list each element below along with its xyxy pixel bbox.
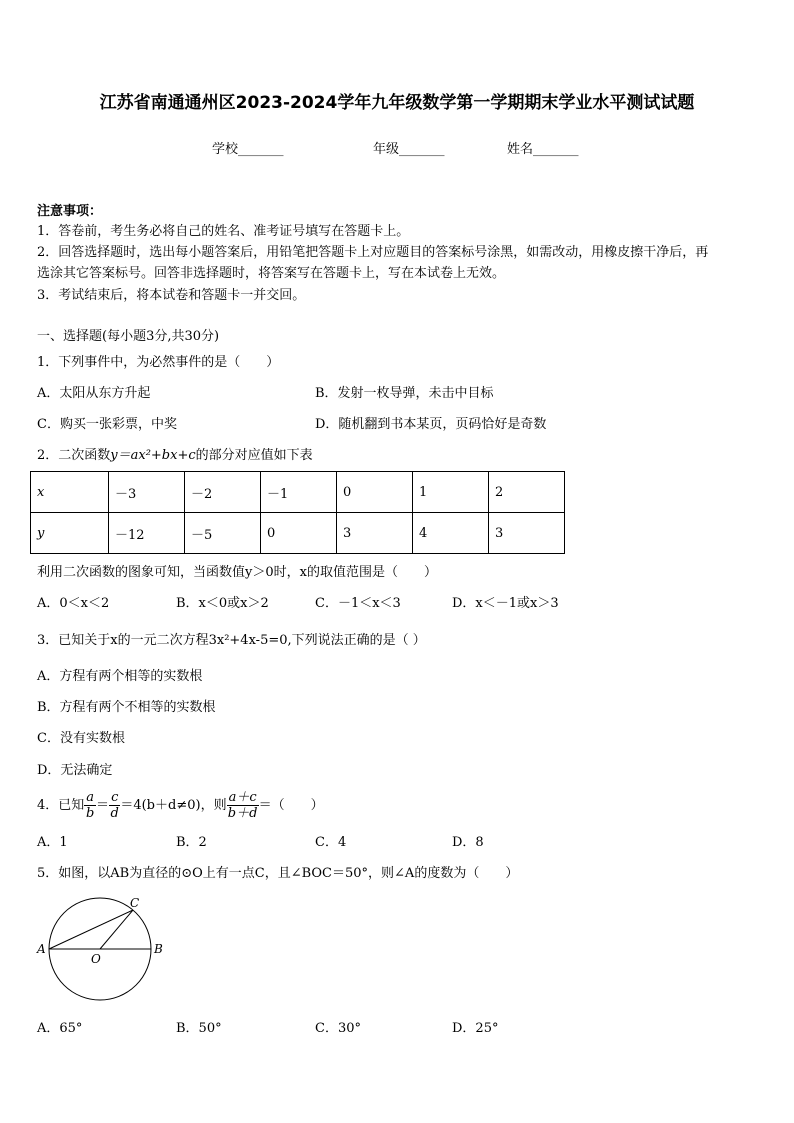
table-cell: x [31, 472, 109, 513]
q2-stem-post: 的部分对应值如下表 [195, 448, 313, 463]
label-o: O [91, 952, 101, 966]
q2-option-b: B．x＜0或x＞2 [176, 596, 269, 611]
q2-stem [37, 448, 313, 464]
table-cell: 0 [261, 513, 337, 554]
q2-stem-pre: 2．二次函数 [37, 448, 111, 463]
q4-stem [37, 788, 324, 824]
q5-option-b: B．50° [176, 1021, 222, 1036]
table-cell: 2 [489, 472, 565, 513]
notice-item: 1．答卷前，考生务必将自己的姓名、准考证号填写在答题卡上。 [37, 224, 410, 239]
q1-option-b: B．发射一枚导弹，未击中目标 [315, 386, 494, 401]
q5-stem: 5．如图，以AB为直径的⊙O上有一点C，且∠BOC＝50°，则∠A的度数为（ ） [37, 866, 519, 881]
table-cell: －3 [109, 472, 185, 513]
notice-item: 2．回答选择题时，选出每小题答案后，用铅笔把答题卡上对应题目的答案标号涂黑，如需改动，用橡皮擦干净后，再 [37, 245, 709, 260]
table-cell: －12 [109, 513, 185, 554]
table-row-x [31, 472, 565, 513]
table-cell: 4 [413, 513, 489, 554]
q2-equation: y＝ax²+bx+c [110, 448, 196, 463]
q3-option-d: D．无法确定 [37, 763, 113, 778]
q4-option-b: B．2 [176, 835, 207, 850]
q1-option-a: A．太阳从东方升起 [37, 386, 151, 401]
table-cell: －5 [185, 513, 261, 554]
paper-title: 江苏省南通通州区2023-2024学年九年级数学第一学期期末学业水平测试试题 [99, 93, 695, 113]
q1-option-d: D．随机翻到书本某页，页码恰好是奇数 [315, 417, 547, 432]
table-cell: 3 [337, 513, 413, 554]
q5-option-a: A．65° [37, 1021, 83, 1036]
notice-item: 3．考试结束后，将本试卷和答题卡一并交回。 [37, 288, 306, 303]
notice-heading: 注意事项： [37, 204, 103, 219]
notice-item: 选涂其它答案标号。回答非选择题时，将答案写在答题卡上，写在本试卷上无效。 [37, 266, 506, 281]
q1-stem: 1．下列事件中，为必然事件的是（ ） [37, 355, 280, 370]
table-row-y [31, 513, 565, 554]
label-b: B [154, 942, 163, 956]
q2-followup: 利用二次函数的图象可知，当函数值y＞0时，x的取值范围是（ ） [37, 565, 437, 580]
table-cell: －2 [185, 472, 261, 513]
q4-option-c: C．4 [315, 835, 347, 850]
school-field: 学校_______ [212, 142, 284, 157]
q4-option-d: D．8 [452, 835, 484, 850]
table-cell: 1 [413, 472, 489, 513]
q3-stem: 3．已知关于x的一元二次方程3x²+4x-5=0,下列说法正确的是（ ） [37, 633, 426, 648]
q3-option-b: B．方程有两个不相等的实数根 [37, 700, 216, 715]
q2-option-d: D．x＜－1或x＞3 [452, 596, 559, 611]
table-cell: 3 [489, 513, 565, 554]
fraction-sum: $\frac{a+c}{b+d}$ [227, 790, 258, 821]
value-table [30, 471, 565, 554]
fraction-c-d: $\frac{c}{d}$ [110, 790, 119, 821]
section-heading: 一、选择题(每小题3分,共30分) [37, 329, 220, 344]
q4-option-a: A．1 [37, 835, 68, 850]
q1-option-c: C．购买一张彩票，中奖 [37, 417, 177, 432]
name-field: 姓名_______ [507, 142, 579, 157]
fraction-a-b: $\frac{a}{b}$ [86, 790, 95, 821]
q2-option-a: A．0＜x＜2 [37, 596, 110, 611]
q5-option-c: C．30° [315, 1021, 361, 1036]
label-a: A [37, 942, 46, 956]
q3-option-a: A．方程有两个相等的实数根 [37, 669, 203, 684]
table-cell: y [31, 513, 109, 554]
q2-option-c: C．－1＜x＜3 [315, 596, 401, 611]
q5-option-d: D．25° [452, 1021, 499, 1036]
q4-pre: 4．已知 [37, 798, 85, 813]
q3-option-c: C．没有实数根 [37, 731, 125, 746]
circle-diagram [30, 890, 175, 1010]
grade-field: 年级_______ [373, 142, 445, 157]
q4-mid: ＝4(b＋d≠0)，则 [120, 798, 227, 813]
table-cell: －1 [261, 472, 337, 513]
q4-post: ＝（ ） [258, 798, 324, 813]
label-c: C [130, 896, 140, 910]
radius-oc [100, 910, 133, 949]
q4-equals: ＝ [96, 798, 110, 813]
table-cell: 0 [337, 472, 413, 513]
